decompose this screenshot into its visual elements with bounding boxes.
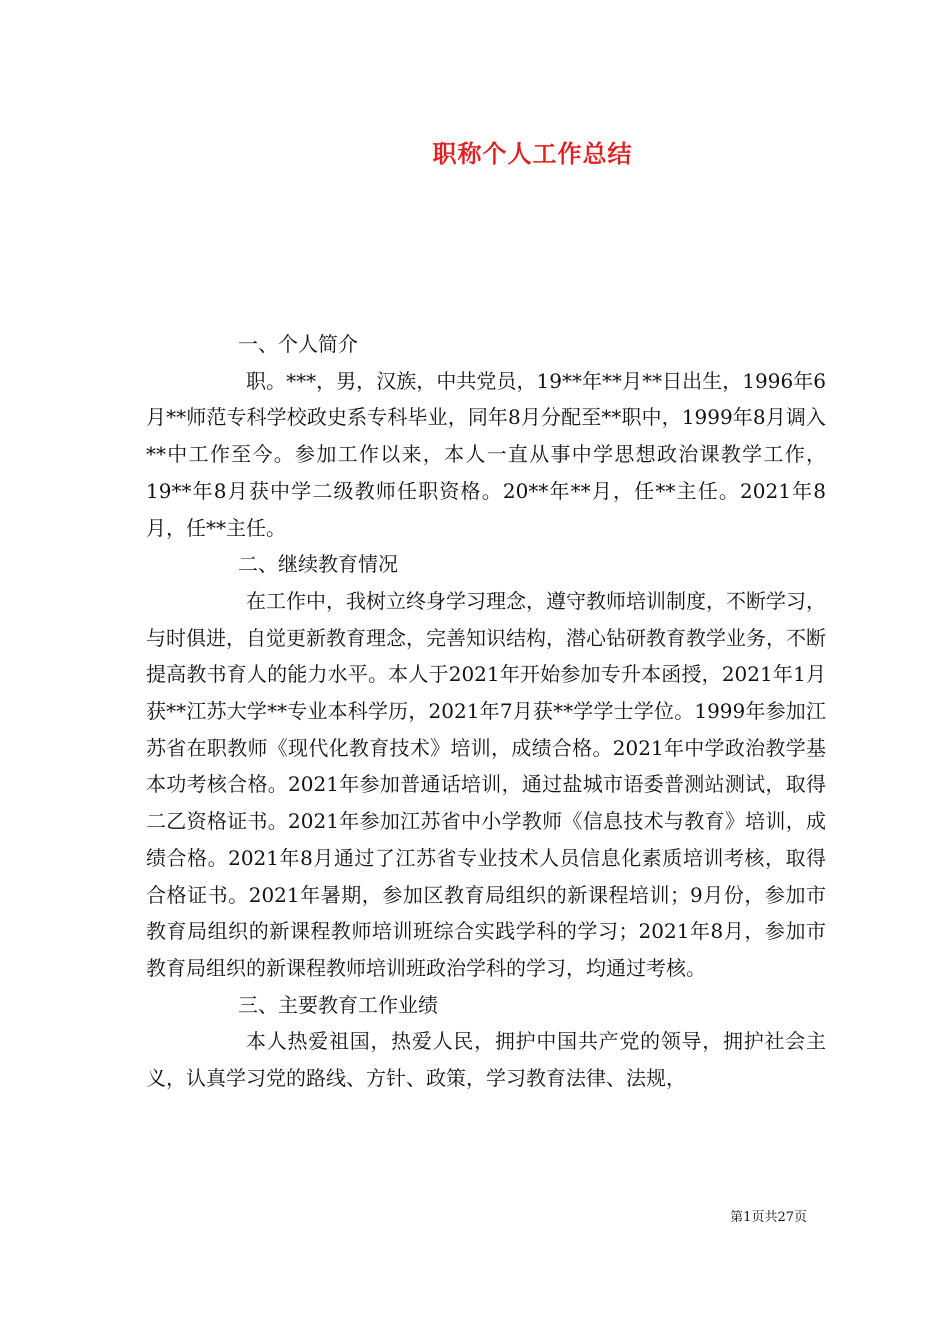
document-title: 职称个人工作总结: [432, 139, 633, 168]
page-number: 第1页共27页: [730, 1210, 807, 1225]
section-paragraph-education: 在工作中，我树立终身学习理念，遵守教师培训制度，不断学习，与时俱进，自觉更新教育理念，完善知识结构，潜心钻研教育教学业务，不断提高教书育人的能力水平。本人于2021年开始参加专升本函授，2021年1月获**江苏大学**专业本科学历，2021年7月获**学学士学位。1999年参加江苏省在职教师《现代化教育技术》培训，成绩合格。2021年中学政治教学基本功考核合格。2021年参加普通话培训，通过盐城市语委普测站测试，取得二乙资格证书。2021年参加江苏省中小学教师《信息技术与教育》培训，成绩合格。2021年8月通过了江苏省专业技术人员信息化素质培训考核，取得合格证书。2021年暑期，参加区教育局组织的新课程培训；9月份，参加市教育局组织的新课程教师培训班综合实践学科的学习；2021年8月，参加市教育局组织的新课程教师培训班政治学科的学习，均通过考核。: [146, 588, 826, 980]
section-heading-achievements: 三、主要教育工作业绩: [238, 992, 438, 1017]
section-paragraph-profile: 职。***，男，汉族，中共党员，19**年**月**日出生，1996年6月**师范专科学校政史系专科毕业，同年8月分配至**职中，1999年8月调入**中工作至今。参加工作以来，本人一直从事中学思想政治课教学工作，19**年8月获中学二级教师任职资格。20**年**月，任**主任。2021年8月，任**主任。: [146, 368, 826, 540]
section-paragraph-achievements: 本人热爱祖国，热爱人民，拥护中国共产党的领导，拥护社会主义，认真学习党的路线、方针、政策，学习教育法律、法规，: [146, 1029, 826, 1091]
document-body: [146, 326, 826, 1097]
section-heading-education: 二、继续教育情况: [238, 552, 398, 577]
section-heading-profile: 一、个人简介: [238, 332, 358, 356]
